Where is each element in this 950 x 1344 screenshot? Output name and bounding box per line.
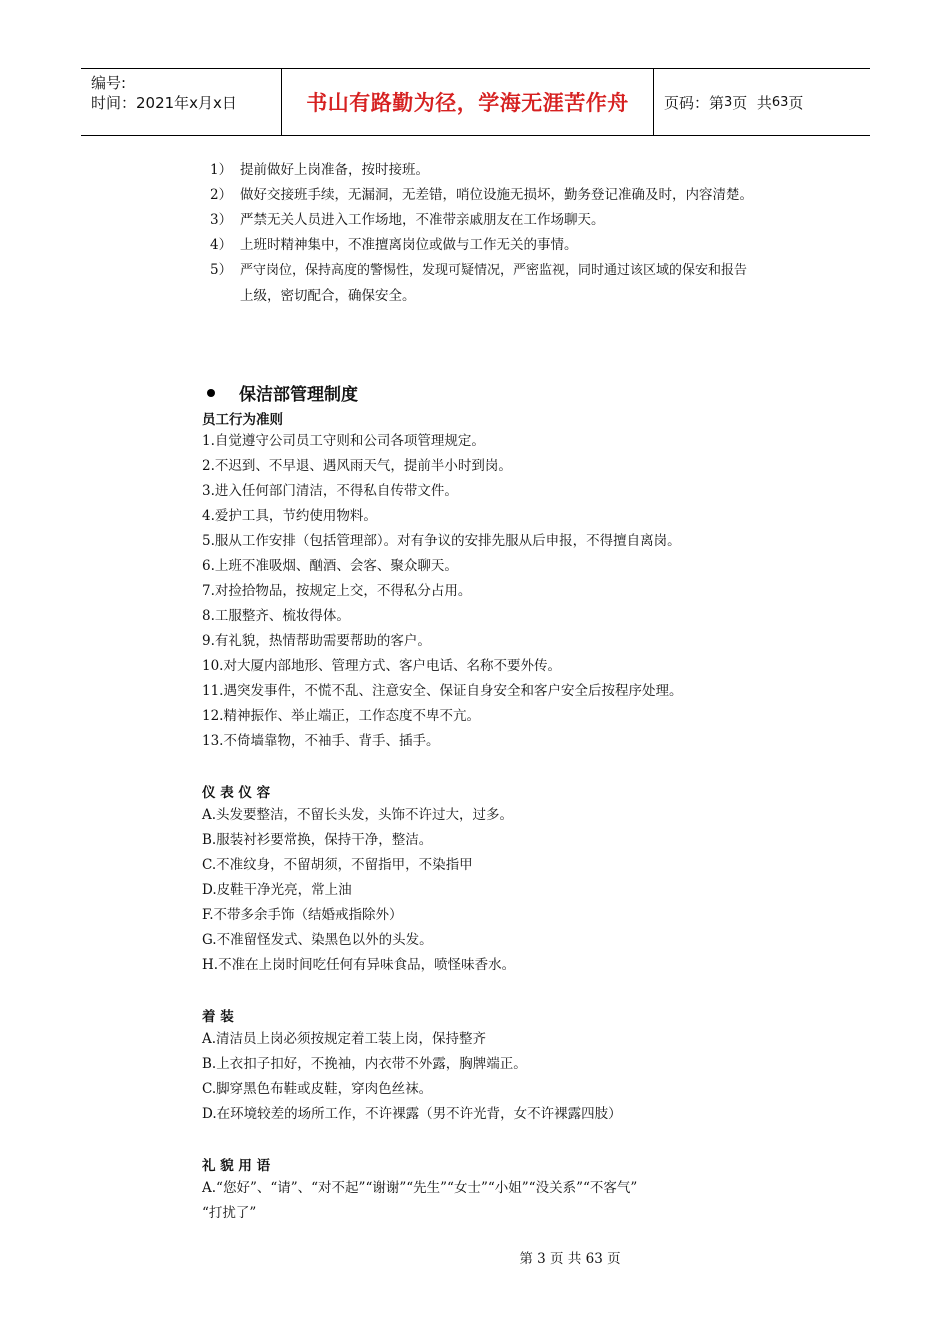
page-footer: 第 3 页 共 63 页 [519,1251,621,1267]
appearance-rule: A.头发要整洁，不留长头发，头饰不许过大，过多。 [202,807,514,823]
conduct-rule: 13.不倚墙靠物，不袖手、背手、插手。 [202,733,440,749]
header-motto: 书山有路勤为径，学海无涯苦作舟 [282,69,654,135]
list-text: 严守岗位，保持高度的警惕性，发现可疑情况，严密监视，同时通过该区域的保安和报告 [240,263,748,278]
list-text: 提前做好上岗准备，按时接班。 [240,162,429,178]
appearance-rule: B.服装衬衫要常换，保持干净，整洁。 [202,832,433,848]
conduct-rule: 3.进入任何部门清洁，不得私自传带文件。 [202,483,458,499]
list-number: 4） [210,237,233,253]
polite-heading: 礼 貌 用 语 [202,1158,271,1174]
list-text: 上班时精神集中，不准擅离岗位或做与工作无关的事情。 [240,237,578,253]
conduct-rule: 10.对大厦内部地形、管理方式、客户电话、名称不要外传。 [202,658,561,674]
polite-phrases: A.“您好”、“请”、“对不起”“谢谢”“先生”“女士”“小姐”“没关系”“不客气” [202,1180,638,1196]
section-title-text: 保洁部管理制度 [239,385,358,405]
list-number: 3） [210,212,233,228]
list-text: 严禁无关人员进入工作场地，不准带亲戚朋友在工作场聊天。 [240,212,605,228]
conduct-rule: 1.自觉遵守公司员工守则和公司各项管理规定。 [202,433,485,449]
dress-rule: B.上衣扣子扣好，不挽袖，内衣带不外露，胸牌端正。 [202,1056,527,1072]
conduct-heading: 员工行为准则 [202,412,283,428]
bullet-icon [207,389,215,397]
conduct-rule: 4.爱护工具，节约使用物料。 [202,508,377,524]
page-total: 63 [771,94,789,110]
dress-heading: 着 装 [202,1009,234,1025]
polite-phrases-cont: “打扰了” [202,1205,257,1221]
header-page-info [654,69,870,135]
list-number: 5） [210,262,233,278]
appearance-rule: H.不准在上岗时间吃任何有异味食品，喷怪味香水。 [202,957,516,973]
conduct-rule: 9.有礼貌，热情帮助需要帮助的客户。 [202,633,431,649]
page-suffix: 页 [788,93,804,112]
dress-rule: D.在环境较差的场所工作，不许裸露（男不许光背，女不许裸露四肢） [202,1106,622,1122]
list-number: 1） [210,162,233,178]
page-current: 3 [724,94,733,110]
section-title [207,380,358,405]
conduct-rule: 5.服从工作安排（包括管理部）。对有争议的安排先服从后申报，不得擅自离岗。 [202,533,681,549]
appearance-rule: C.不准纹身，不留胡须，不留指甲，不染指甲 [202,857,473,873]
dress-rule: A.清洁员上岗必须按规定着工装上岗，保持整齐 [202,1031,487,1047]
appearance-rule: F.不带多余手饰（结婚戒指除外） [202,907,403,923]
header-meta [81,69,282,135]
time-label: 时间：2021年x月x日 [91,94,237,112]
conduct-rule: 12.精神振作、举止端正，工作态度不卑不亢。 [202,708,480,724]
dress-rule: C.脚穿黑色布鞋或皮鞋，穿肉色丝袜。 [202,1081,433,1097]
conduct-rule: 2.不迟到、不早退、遇风雨天气，提前半小时到岗。 [202,458,512,474]
list-text: 上级，密切配合，确保安全。 [240,288,416,304]
conduct-rule: 7.对捡拾物品，按规定上交，不得私分占用。 [202,583,472,599]
appearance-rule: G.不准留怪发式、染黑色以外的头发。 [202,932,433,948]
number-label: 编号: [91,74,127,92]
page-header [81,68,870,136]
list-number: 2） [210,187,233,203]
conduct-rule: 8.工服整齐、梳妆得体。 [202,608,350,624]
appearance-rule: D.皮鞋干净光亮，常上油 [202,882,352,898]
conduct-rule: 6.上班不准吸烟、酗酒、会客、聚众聊天。 [202,558,458,574]
conduct-rule: 11.遇突发事件，不慌不乱、注意安全、保证自身安全和客户安全后按程序处理。 [202,683,683,699]
page-prefix: 页码：第 [664,93,725,112]
list-text: 做好交接班手续，无漏洞，无差错，哨位设施无损坏，勤务登记准确及时，内容清楚。 [240,187,753,203]
appearance-heading: 仪 表 仪 容 [202,785,271,801]
page-mid: 页 共 [732,93,772,112]
